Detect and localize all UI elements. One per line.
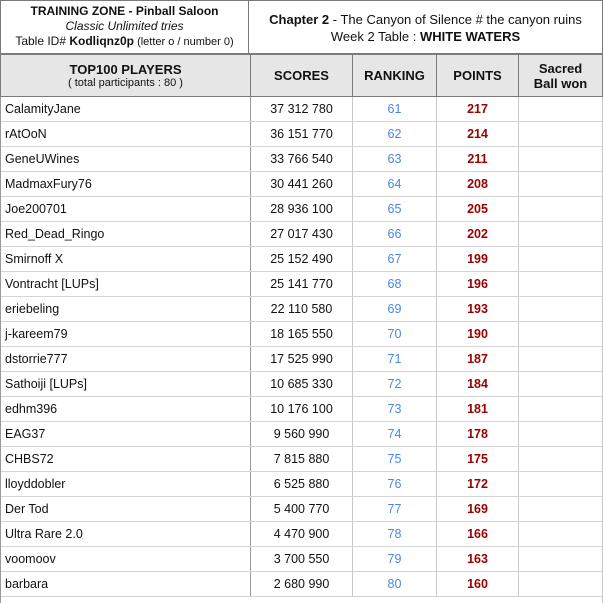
table-row (0, 97, 603, 122)
player-ranking: 72 (353, 372, 437, 396)
player-ranking: 77 (353, 497, 437, 521)
player-name: EAG37 (0, 422, 251, 446)
player-score: 27 017 430 (251, 222, 353, 246)
training-zone-header (0, 0, 249, 54)
table-row (0, 547, 603, 572)
player-name: CHBS72 (0, 447, 251, 471)
player-score: 10 176 100 (251, 397, 353, 421)
player-ranking: 63 (353, 147, 437, 171)
chapter-line (249, 11, 602, 28)
player-name: edhm396 (0, 397, 251, 421)
participants-count: ( total participants : 80 ) (68, 76, 183, 89)
column-header-points (437, 54, 519, 97)
player-points: 202 (437, 222, 519, 246)
table-row (0, 347, 603, 372)
chapter-label: Chapter 2 (269, 12, 330, 27)
player-ranking: 78 (353, 522, 437, 546)
player-score: 17 525 990 (251, 347, 353, 371)
sacred-ball-cell (519, 372, 603, 396)
player-points: 181 (437, 397, 519, 421)
sacred-ball-header-line2: Ball won (533, 75, 588, 91)
leaderboard-table-body (0, 97, 603, 597)
player-points: 199 (437, 247, 519, 271)
player-score: 5 400 770 (251, 497, 353, 521)
player-points: 211 (437, 147, 519, 171)
player-name: CalamityJane (0, 97, 251, 121)
player-points: 163 (437, 547, 519, 571)
player-ranking: 62 (353, 122, 437, 146)
player-score: 10 685 330 (251, 372, 353, 396)
player-name: Vontracht [LUPs] (0, 272, 251, 296)
table-row (0, 472, 603, 497)
sacred-ball-cell (519, 397, 603, 421)
player-ranking: 64 (353, 172, 437, 196)
table-id-value: Kodliqnz0p (69, 34, 135, 48)
player-name: lloyddobler (0, 472, 251, 496)
player-points: 175 (437, 447, 519, 471)
player-ranking: 79 (353, 547, 437, 571)
player-name: barbara (0, 572, 251, 596)
table-id-line (1, 34, 248, 50)
player-name: eriebeling (0, 297, 251, 321)
player-score: 25 152 490 (251, 247, 353, 271)
player-score: 33 766 540 (251, 147, 353, 171)
sacred-ball-cell (519, 322, 603, 346)
player-score: 2 680 990 (251, 572, 353, 596)
player-name: Sathoiji [LUPs] (0, 372, 251, 396)
player-points: 196 (437, 272, 519, 296)
table-row (0, 422, 603, 447)
table-row (0, 122, 603, 147)
player-name: Red_Dead_Ringo (0, 222, 251, 246)
players-header-label: TOP100 PLAYERS (69, 61, 182, 77)
player-name: Ultra Rare 2.0 (0, 522, 251, 546)
player-score: 22 110 580 (251, 297, 353, 321)
player-name: voomoov (0, 547, 251, 571)
sacred-ball-cell (519, 522, 603, 546)
table-row (0, 172, 603, 197)
player-points: 166 (437, 522, 519, 546)
player-ranking: 70 (353, 322, 437, 346)
title-separator: - (125, 4, 136, 18)
column-header-ranking (353, 54, 437, 97)
player-score: 4 470 900 (251, 522, 353, 546)
points-header-label: POINTS (453, 68, 502, 83)
week-text: Week 2 Table : (330, 29, 420, 44)
chapter-header (249, 0, 603, 54)
player-score: 7 815 880 (251, 447, 353, 471)
player-ranking: 74 (353, 422, 437, 446)
player-ranking: 69 (353, 297, 437, 321)
player-name: MadmaxFury76 (0, 172, 251, 196)
player-points: 160 (437, 572, 519, 596)
player-name: rAtOoN (0, 122, 251, 146)
table-row (0, 272, 603, 297)
player-name: Der Tod (0, 497, 251, 521)
table-row (0, 222, 603, 247)
sacred-ball-cell (519, 297, 603, 321)
sacred-ball-cell (519, 172, 603, 196)
player-name: j-kareem79 (0, 322, 251, 346)
table-id-label: Table ID# (15, 34, 70, 48)
player-name: Smirnoff X (0, 247, 251, 271)
table-left-border (0, 97, 1, 603)
player-points: 193 (437, 297, 519, 321)
sacred-ball-cell (519, 122, 603, 146)
sacred-ball-cell (519, 197, 603, 221)
column-header-sacred-ball (519, 54, 603, 97)
table-name: WHITE WATERS (420, 29, 521, 44)
table-row (0, 297, 603, 322)
player-points: 214 (437, 122, 519, 146)
training-zone-title: TRAINING ZONE (30, 4, 126, 18)
player-score: 30 441 260 (251, 172, 353, 196)
player-points: 184 (437, 372, 519, 396)
player-points: 205 (437, 197, 519, 221)
player-name: dstorrie777 (0, 347, 251, 371)
player-ranking: 61 (353, 97, 437, 121)
player-ranking: 73 (353, 397, 437, 421)
table-row (0, 322, 603, 347)
table-row (0, 247, 603, 272)
player-points: 169 (437, 497, 519, 521)
player-points: 178 (437, 422, 519, 446)
sacred-ball-cell (519, 497, 603, 521)
sacred-ball-cell (519, 422, 603, 446)
player-ranking: 68 (353, 272, 437, 296)
player-ranking: 67 (353, 247, 437, 271)
table-row (0, 397, 603, 422)
sacred-ball-cell (519, 247, 603, 271)
player-points: 187 (437, 347, 519, 371)
sacred-ball-cell (519, 572, 603, 596)
sacred-ball-cell (519, 272, 603, 296)
table-row (0, 197, 603, 222)
player-score: 36 151 770 (251, 122, 353, 146)
player-score: 6 525 880 (251, 472, 353, 496)
sacred-ball-cell (519, 97, 603, 121)
player-ranking: 76 (353, 472, 437, 496)
player-ranking: 71 (353, 347, 437, 371)
column-header-scores (251, 54, 353, 97)
scores-header-label: SCORES (274, 68, 329, 83)
week-line (249, 28, 602, 45)
column-header-players (0, 54, 251, 97)
sacred-ball-cell (519, 222, 603, 246)
player-score: 28 936 100 (251, 197, 353, 221)
player-points: 217 (437, 97, 519, 121)
player-ranking: 65 (353, 197, 437, 221)
sacred-ball-cell (519, 447, 603, 471)
table-row (0, 147, 603, 172)
player-name: GeneUWines (0, 147, 251, 171)
game-mode: Classic Unlimited tries (65, 19, 184, 33)
player-score: 18 165 550 (251, 322, 353, 346)
table-row (0, 572, 603, 597)
player-ranking: 66 (353, 222, 437, 246)
saloon-name: Pinball Saloon (135, 4, 219, 18)
player-points: 208 (437, 172, 519, 196)
chapter-text: - The Canyon of Silence # the canyon ruins (329, 12, 582, 27)
player-name: Joe200701 (0, 197, 251, 221)
table-id-note: (letter o / number 0) (134, 36, 234, 48)
player-score: 9 560 990 (251, 422, 353, 446)
player-ranking: 75 (353, 447, 437, 471)
sacred-ball-cell (519, 472, 603, 496)
player-score: 25 141 770 (251, 272, 353, 296)
ranking-header-label: RANKING (364, 68, 425, 83)
sacred-ball-cell (519, 147, 603, 171)
sacred-ball-cell (519, 347, 603, 371)
player-points: 172 (437, 472, 519, 496)
player-ranking: 80 (353, 572, 437, 596)
table-row (0, 447, 603, 472)
training-zone-title-line (1, 4, 248, 19)
sacred-ball-header-line1: Sacred (538, 60, 583, 76)
table-row (0, 372, 603, 397)
sacred-ball-cell (519, 547, 603, 571)
table-row (0, 497, 603, 522)
player-points: 190 (437, 322, 519, 346)
table-row (0, 522, 603, 547)
player-score: 3 700 550 (251, 547, 353, 571)
player-score: 37 312 780 (251, 97, 353, 121)
